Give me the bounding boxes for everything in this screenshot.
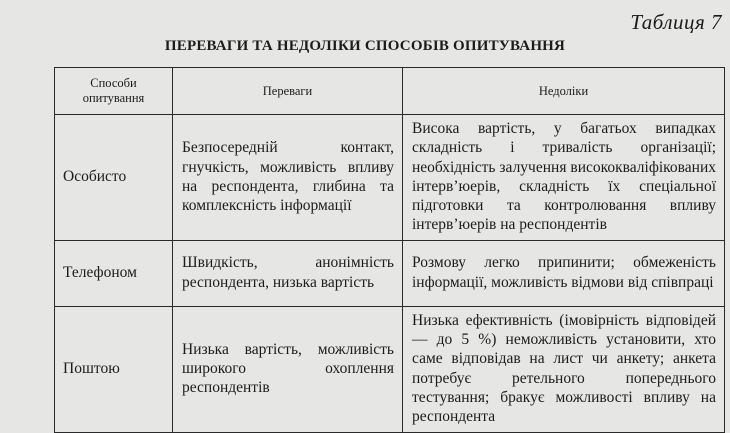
table-row	[55, 115, 725, 241]
table-row	[55, 306, 725, 432]
page-title: ПЕРЕВАГИ ТА НЕДОЛІКИ СПОСОБІВ ОПИТУВАННЯ	[164, 38, 566, 54]
header-disadvantages: Недоліки	[403, 68, 725, 115]
header-advantages: Переваги	[173, 68, 403, 115]
header-method: Способи опитування	[55, 68, 173, 115]
table-number: Таблиця 7	[630, 10, 722, 34]
method-cell: Особисто	[55, 115, 173, 241]
method-cell: Поштою	[55, 306, 173, 432]
advantages-cell: Швидкість, анонімність респондента, низька вартість	[173, 240, 403, 306]
disadvantages-cell: Розмову легко припинити; обмеженість інформації, можливість відмови від співпраці	[403, 240, 725, 306]
method-cell: Телефоном	[55, 240, 173, 306]
disadvantages-cell: Низька ефективність (імовірність відповідей — до 5 %) неможливість установити, хто саме відповідав на лист чи анкету; анкета потребує ретельного попереднього тестування; бракує можливості впливу на респондента	[403, 306, 725, 432]
advantages-cell: Низька вартість, можливість широкого охоплення респондентів	[173, 306, 403, 432]
disadvantages-cell: Висока вартість, у багатьох випадках складність і тривалість організації; необхідність залучення висококваліфікованих інтерв’юерів, складність їх спеціальної підготовки та контролювання впливу інтерв’юерів на респондентів	[403, 115, 725, 241]
table-header-row	[55, 68, 725, 115]
advantages-cell: Безпосередній контакт, гнучкість, можливість впливу на респондента, глибина та комплексність інформації	[173, 115, 403, 241]
table-row	[55, 240, 725, 306]
comparison-table	[54, 67, 725, 433]
